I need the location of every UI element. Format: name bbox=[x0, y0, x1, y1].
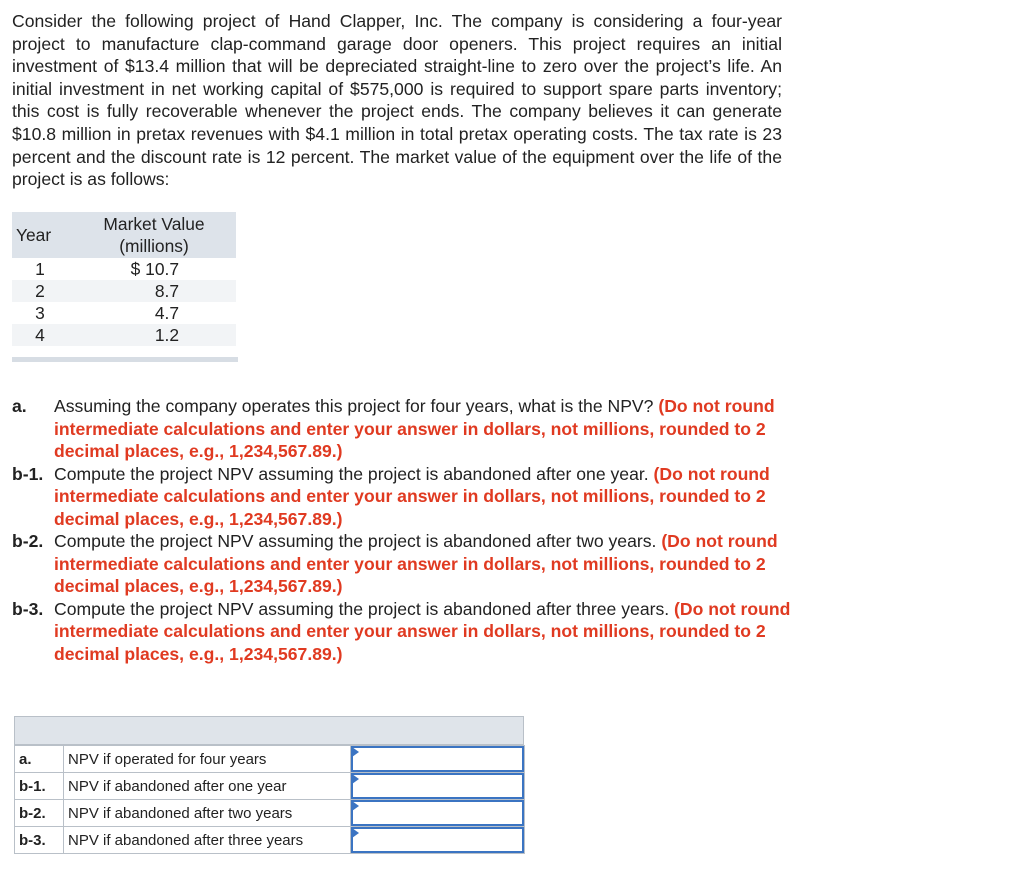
answer-label: b-1. bbox=[15, 773, 64, 800]
answer-label: a. bbox=[15, 746, 64, 773]
question-text: Compute the project NPV assuming the project is abandoned after two years. bbox=[54, 531, 662, 551]
answer-description: NPV if operated for four years bbox=[64, 746, 351, 773]
question-text: Assuming the company operates this project for four years, what is the NPV? bbox=[54, 396, 659, 416]
question-b3 bbox=[12, 598, 792, 666]
question-body bbox=[54, 530, 792, 598]
question-list bbox=[12, 395, 792, 665]
answer-row-b3 bbox=[15, 827, 525, 854]
input-flag-icon bbox=[352, 747, 359, 757]
input-flag-icon bbox=[352, 774, 359, 784]
npv-three-years-input[interactable] bbox=[351, 827, 524, 853]
answer-description: NPV if abandoned after one year bbox=[64, 773, 351, 800]
problem-statement bbox=[12, 10, 782, 191]
answer-row-a bbox=[15, 746, 525, 773]
question-label: b-2. bbox=[12, 531, 44, 551]
problem-text: Consider the following project of Hand Clapper, Inc. The company is considering a four-year project to manufacture clap-command garage door openers. This project requires an initial investment of $13.4 million that will be depreciated straight-line to zero over the project’s life. An initial investment in net working capital of $575,000 is required to support spare parts inventory; this cost is fully recoverable whenever the project ends. The company believes it can generate $10.8 million in pretax revenues with $4.1 million in total pretax operating costs. The tax rate is 23 percent and the discount rate is 12 percent. The market value of the equipment over the life of the project is as follows: bbox=[12, 11, 782, 190]
answer-row-b2 bbox=[15, 800, 525, 827]
answer-table bbox=[14, 745, 525, 854]
answer-cell bbox=[351, 746, 525, 773]
answer-cell bbox=[351, 800, 525, 827]
question-hint: (Do not round intermediate calculations and enter your answer in dollars, not millions, rounded to 2 decimal places, e.g., 1,234,567.89.) bbox=[54, 396, 775, 461]
market-value-header-line1: Market Value bbox=[103, 214, 205, 234]
question-body bbox=[54, 598, 792, 666]
question-hint: (Do not round intermediate calculations and enter your answer in dollars, not millions, rounded to 2 decimal places, e.g., 1,234,567.89.) bbox=[54, 531, 778, 596]
market-value-header-line2: (millions) bbox=[119, 236, 189, 256]
value-cell: 4.7 bbox=[154, 303, 179, 323]
question-b1 bbox=[12, 463, 792, 531]
answer-description: NPV if abandoned after three years bbox=[64, 827, 351, 854]
answer-label: b-3. bbox=[15, 827, 64, 854]
input-flag-icon bbox=[352, 828, 359, 838]
table-bottom-rule bbox=[12, 357, 238, 362]
year-header: Year bbox=[12, 212, 72, 258]
question-text: Compute the project NPV assuming the project is abandoned after three years. bbox=[54, 598, 675, 619]
year-cell: 4 bbox=[12, 324, 72, 346]
npv-four-years-input[interactable] bbox=[351, 746, 524, 772]
market-value-table bbox=[12, 212, 236, 346]
year-cell: 3 bbox=[35, 303, 45, 323]
question-hint: (Do not round intermediate calculations and enter your answer in dollars, not millions, rounded to 2 decimal places, e.g., 1,234,567.89.) bbox=[54, 598, 791, 664]
question-label: b-3. bbox=[12, 598, 44, 619]
year-cell: 2 bbox=[12, 280, 72, 302]
year-cell: 1 bbox=[35, 259, 45, 279]
value-cell: $ 10.7 bbox=[130, 259, 179, 279]
answer-cell bbox=[351, 773, 525, 800]
answer-table-header bbox=[14, 716, 524, 745]
question-text: Compute the project NPV assuming the project is abandoned after one year. bbox=[54, 463, 654, 484]
npv-one-year-input[interactable] bbox=[351, 773, 524, 799]
value-cell: 1.2 bbox=[72, 324, 236, 346]
question-b2 bbox=[12, 530, 792, 598]
question-body bbox=[54, 395, 792, 463]
question-label: b-1. bbox=[12, 463, 44, 484]
table-row bbox=[12, 258, 236, 280]
answer-description: NPV if abandoned after two years bbox=[64, 800, 351, 827]
question-a bbox=[12, 395, 792, 463]
answer-cell bbox=[351, 827, 525, 854]
input-flag-icon bbox=[352, 801, 359, 811]
table-row bbox=[12, 302, 236, 324]
market-value-header bbox=[72, 212, 236, 258]
table-row bbox=[12, 324, 236, 346]
question-body bbox=[54, 463, 792, 531]
answer-label: b-2. bbox=[15, 800, 64, 827]
value-cell: 8.7 bbox=[72, 280, 236, 302]
answer-row-b1 bbox=[15, 773, 525, 800]
table-row bbox=[12, 280, 236, 302]
question-label: a. bbox=[12, 396, 27, 416]
question-hint: (Do not round intermediate calculations and enter your answer in dollars, not millions, rounded to 2 decimal places, e.g., 1,234,567.89.) bbox=[54, 463, 770, 529]
npv-two-years-input[interactable] bbox=[351, 800, 524, 826]
